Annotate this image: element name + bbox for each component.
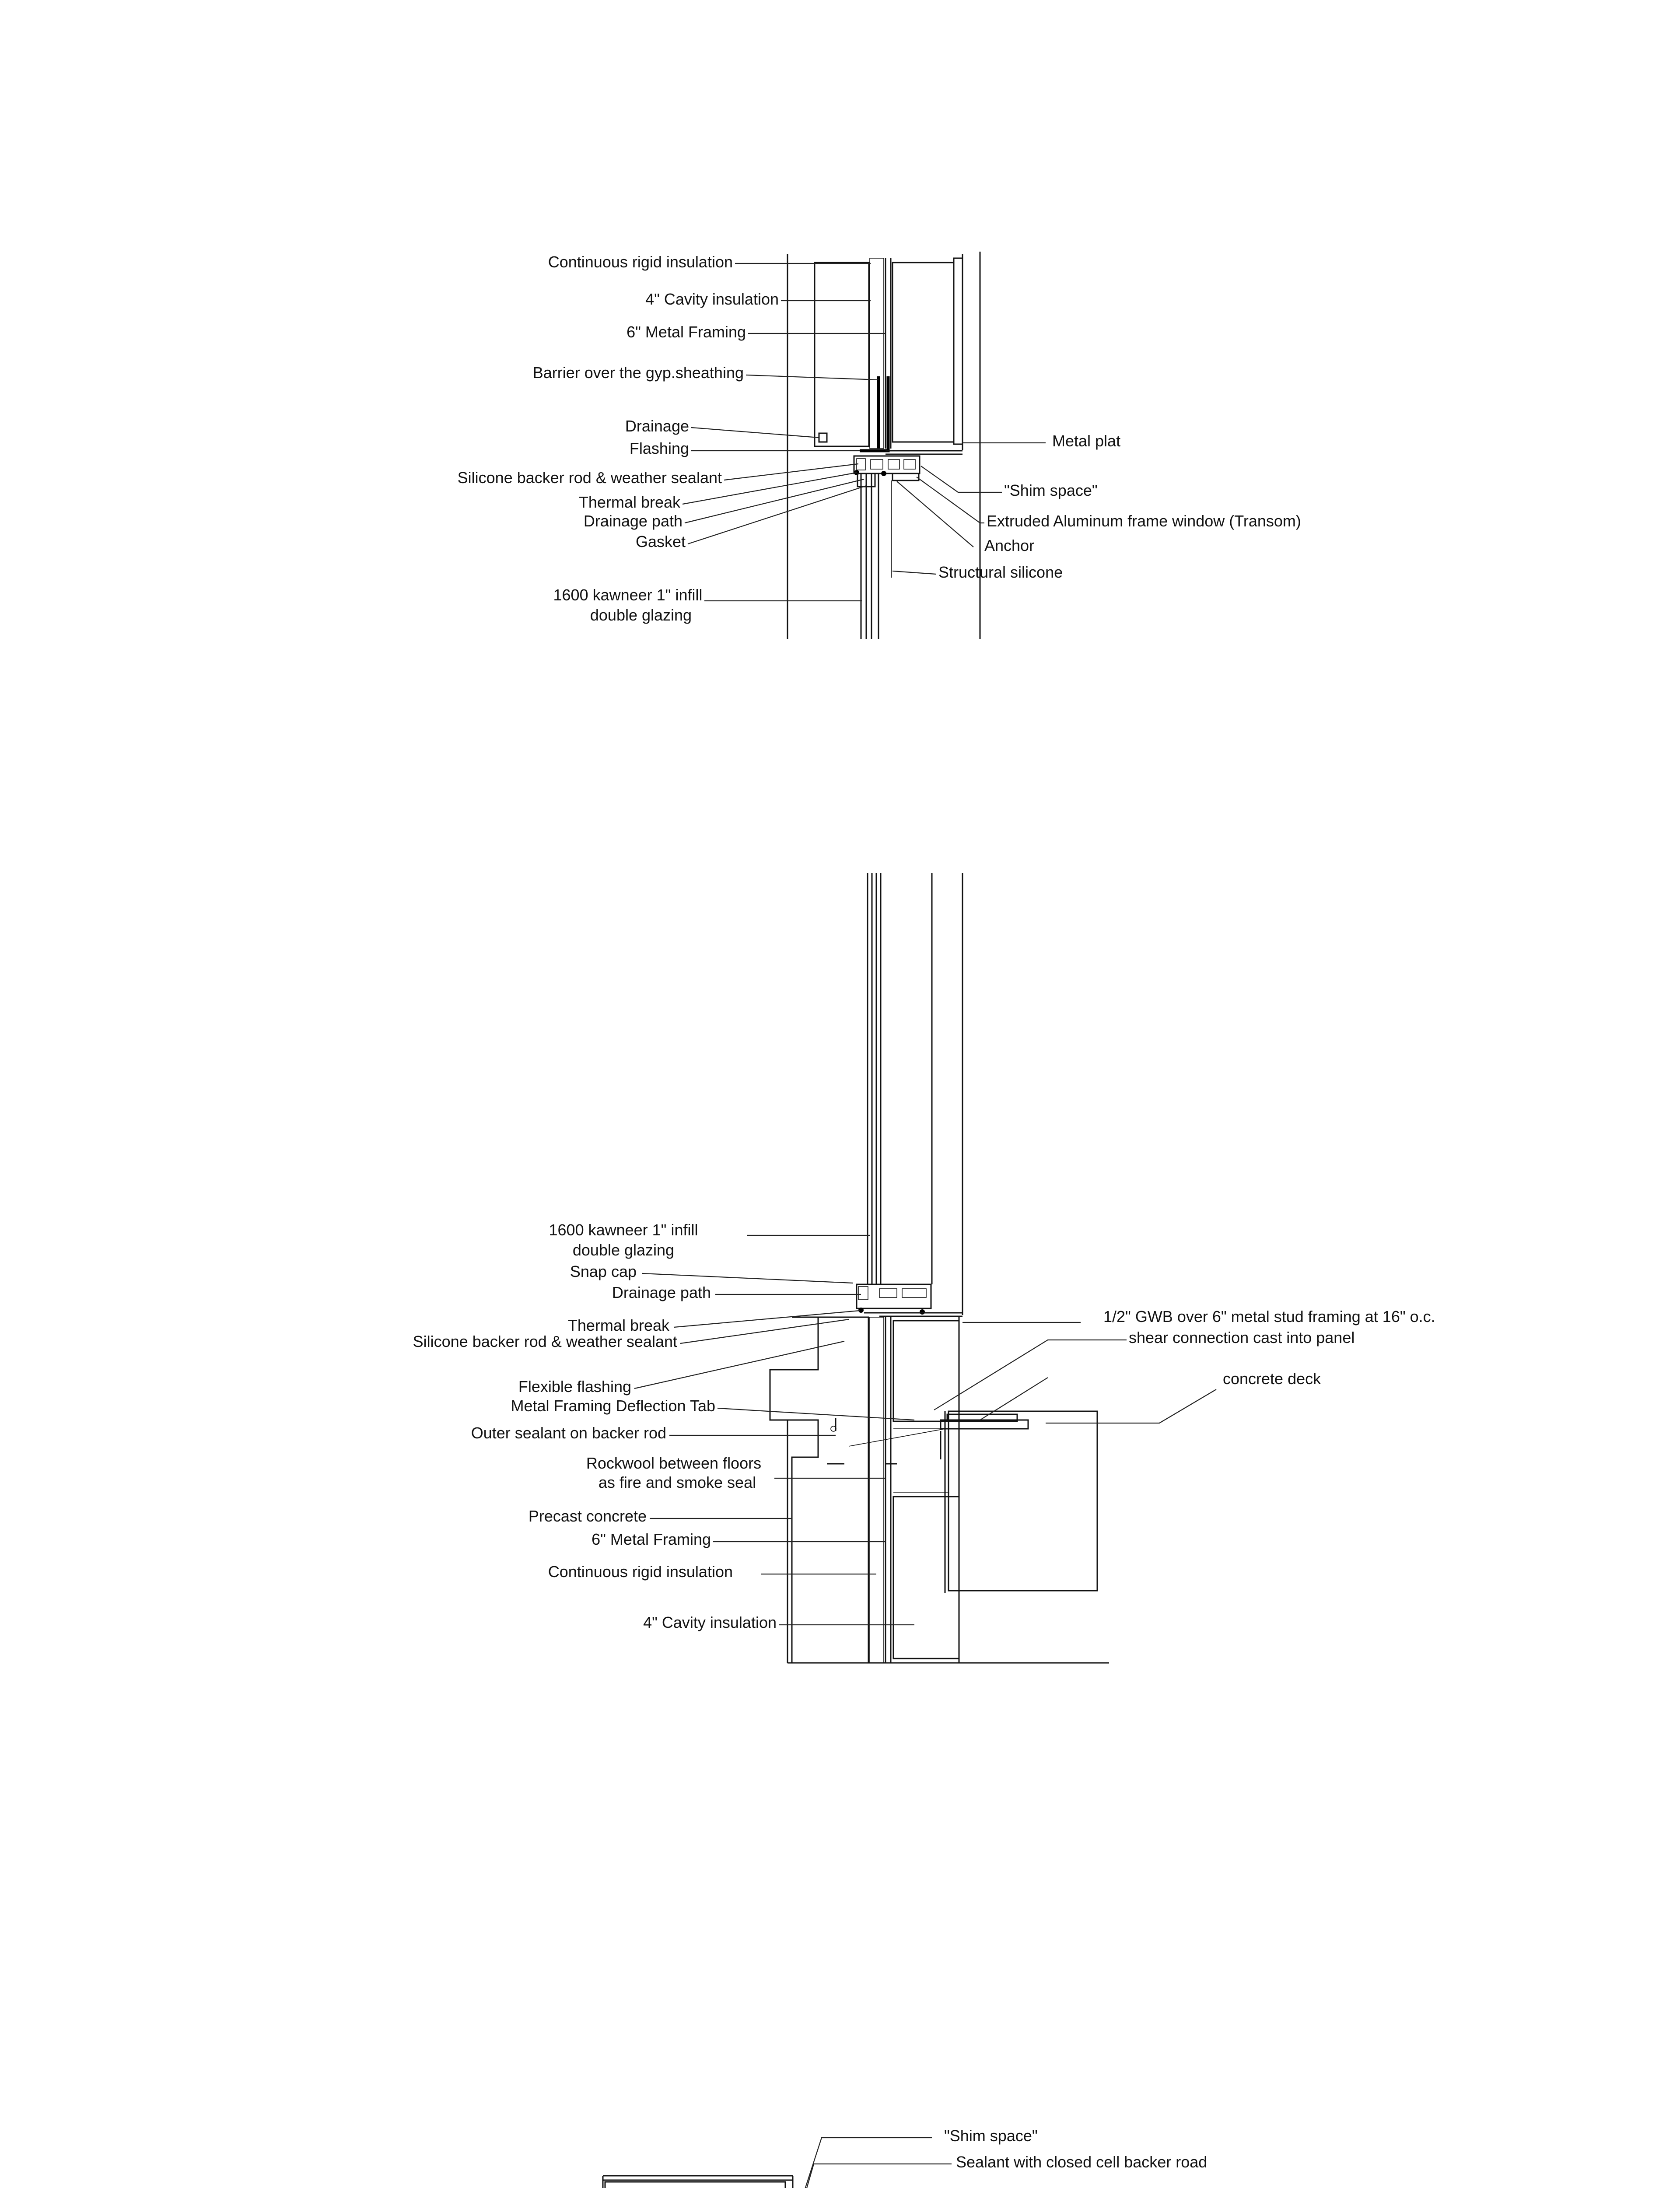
label-barrier: Barrier over the gyp.sheathing xyxy=(532,364,744,382)
label-shear-connection: shear connection cast into panel xyxy=(1129,1329,1355,1346)
label-silicone-backer-rod: Silicone backer rod & weather sealant xyxy=(413,1332,677,1350)
label-cavity-insulation: 4" Cavity insulation xyxy=(645,290,779,308)
label-cavity-insulation: 4" Cavity insulation xyxy=(643,1613,777,1631)
rigid-insulation-lower xyxy=(869,1317,884,1663)
label-extruded-frame: Extruded Aluminum frame window (Transom) xyxy=(987,512,1301,530)
label-rockwool-line-2: as fire and smoke seal xyxy=(598,1473,756,1491)
label-flashing: Flashing xyxy=(629,439,689,457)
label-thermal-break: Thermal break xyxy=(567,1316,669,1334)
label-continuous-rigid-insulation: Continuous rigid insulation xyxy=(548,1563,733,1581)
label-shim-space: "Shim space" xyxy=(1004,481,1098,499)
label-anchor: Anchor xyxy=(984,536,1035,554)
label-deflection-tab: Metal Framing Deflection Tab xyxy=(511,1397,715,1415)
rigid-insulation xyxy=(870,258,884,449)
label-thermal-break: Thermal break xyxy=(578,493,680,511)
detail-2-labels xyxy=(413,1221,1435,1631)
detail-3-jamb-plan xyxy=(603,2176,1081,2188)
label-concrete-deck: concrete deck xyxy=(1223,1370,1321,1388)
label-precast-concrete: Precast concrete xyxy=(528,1507,647,1525)
concrete-deck xyxy=(948,1411,1097,1591)
label-gwb-framing: 1/2" GWB over 6" metal stud framing at 16" o.c. xyxy=(1103,1308,1435,1325)
cavity-batt-plan xyxy=(605,2182,785,2188)
label-flexible-flashing: Flexible flashing xyxy=(518,1378,631,1396)
label-drainage-path: Drainage path xyxy=(612,1283,711,1301)
precast-panel-lower xyxy=(770,1317,868,1663)
label-metal-framing: 6" Metal Framing xyxy=(592,1530,711,1548)
label-structural-silicone: Structural silicone xyxy=(938,563,1063,581)
label-silicone-backer-rod: Silicone backer rod & weather sealant xyxy=(457,469,722,487)
label-glazing-line-2: double glazing xyxy=(590,606,692,624)
label-glazing-line-1: 1600 kawneer 1" infill xyxy=(549,1221,698,1239)
detail-2-sill-section xyxy=(770,873,1109,1663)
label-glazing-line-1: 1600 kawneer 1" infill xyxy=(553,586,703,604)
label-drainage-path: Drainage path xyxy=(583,512,682,530)
label-outer-sealant: Outer sealant on backer rod xyxy=(471,1424,666,1442)
label-shim-space: "Shim space" xyxy=(944,2127,1038,2145)
label-continuous-rigid-insulation: Continuous rigid insulation xyxy=(548,253,733,271)
cavity-batt xyxy=(892,263,954,442)
detail-3-labels xyxy=(280,2127,1354,2188)
label-drainage: Drainage xyxy=(625,417,689,435)
label-glazing-line-2: double glazing xyxy=(572,1241,675,1259)
cavity-batt-upper xyxy=(893,1321,959,1421)
label-sealant-backer: Sealant with closed cell backer road xyxy=(956,2153,1208,2171)
label-gasket: Gasket xyxy=(635,533,686,551)
label-snap-cap: Snap cap xyxy=(570,1262,637,1280)
precast-panel xyxy=(815,263,869,446)
label-metal-plat: Metal plat xyxy=(1052,432,1121,450)
label-rockwool-line-1: Rockwool between floors xyxy=(586,1454,762,1472)
label-metal-framing: 6" Metal Framing xyxy=(626,323,746,341)
